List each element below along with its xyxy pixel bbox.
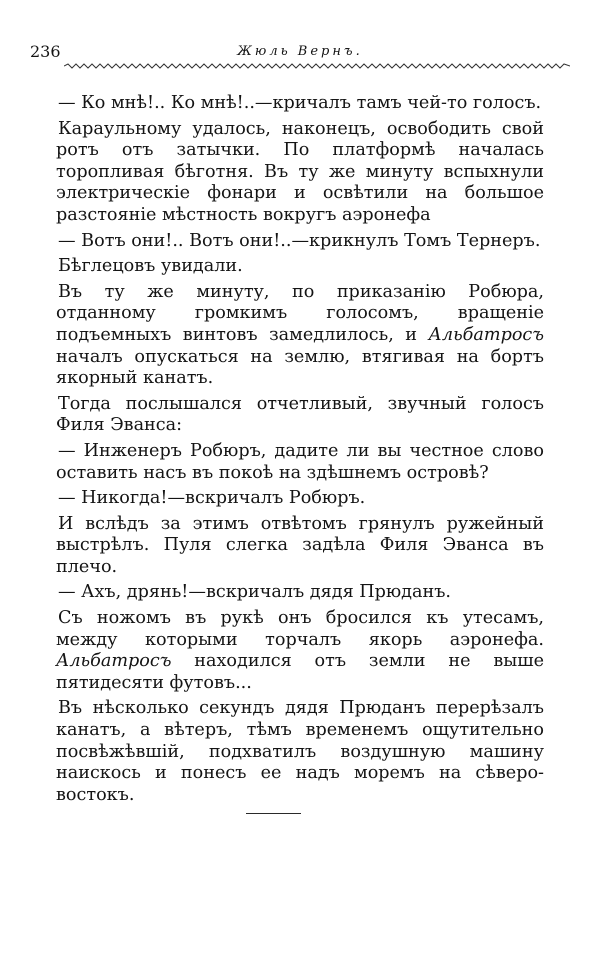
paragraph-2: Караульному удалось, наконецъ, освободить свой ротъ отъ затычки. По платформѣ началась торопливая бѣготня. Въ ту же минуту вспыхнули электрическіе фонари и освѣтили на большое разстояніе мѣстность вокругъ аэронефа — [56, 118, 544, 225]
paragraph-4: Бѣглецовъ увидали. — [58, 256, 243, 277]
paragraph-9: И вслѣдъ за этимъ отвѣтомъ грянулъ ружейный выстрѣлъ. Пуля слегка задѣла Филя Эванса въ плечо. — [56, 513, 544, 577]
page-number: 236 — [30, 42, 61, 61]
running-head: Жюль Вернъ. — [237, 44, 363, 59]
paragraph-3: — Вотъ они!.. Вотъ они!..—крикнулъ Томъ Тернеръ. — [58, 230, 541, 251]
paragraph-5-text-b: началъ опускаться на землю, втягивая на бортъ якорный канатъ. — [56, 346, 544, 389]
paragraph-1: — Ко мнѣ!.. Ко мнѣ!..—кричалъ тамъ чей-то голосъ. — [58, 93, 542, 113]
ship-name-italic: Альбатросъ — [56, 651, 172, 672]
paragraph-11-text-a: Съ ножомъ въ рукѣ онъ бросился къ утесамъ, между которыми торчалъ якорь аэронефа. — [56, 608, 544, 650]
paragraph-8: — Никогда!—вскричалъ Робюръ. — [58, 488, 366, 509]
ship-name-italic: Альбатросъ — [428, 324, 544, 345]
paragraph-12: Въ нѣсколько секундъ дядя Прюданъ перерѣзалъ канатъ, а вѣтеръ, тѣмъ временемъ ощутительно посвѣжѣвшій, подхватилъ воздушную машину наискось и понесъ ее надъ моремъ на сѣверо-востокъ. — [56, 698, 544, 805]
paragraph-5 — [56, 282, 544, 390]
paragraph-10: — Ахъ, дрянь!—вскричалъ дядя Прюданъ. — [58, 582, 452, 603]
decorative-header-rule — [64, 63, 570, 69]
chapter-end-rule — [246, 813, 301, 814]
paragraph-11 — [56, 608, 544, 694]
body-text — [56, 93, 544, 810]
paragraph-6: Тогда послышался отчетливый, звучный голосъ Филя Эванса: — [56, 393, 544, 436]
paragraph-7: — Инженеръ Робюръ, дадите ли вы честное слово оставить насъ въ покоѣ на здѣшнемъ островѣ? — [56, 440, 544, 483]
paragraph-11-text-b: находился отъ земли не выше пятидесяти футовъ... — [56, 651, 544, 693]
paragraph-5-text-a: Въ ту же минуту, по приказанію Робюра, отданному громкимъ голосомъ, вращеніе подъемныхъ винтовъ замедлилось, и — [56, 281, 544, 345]
page-header — [30, 38, 570, 64]
